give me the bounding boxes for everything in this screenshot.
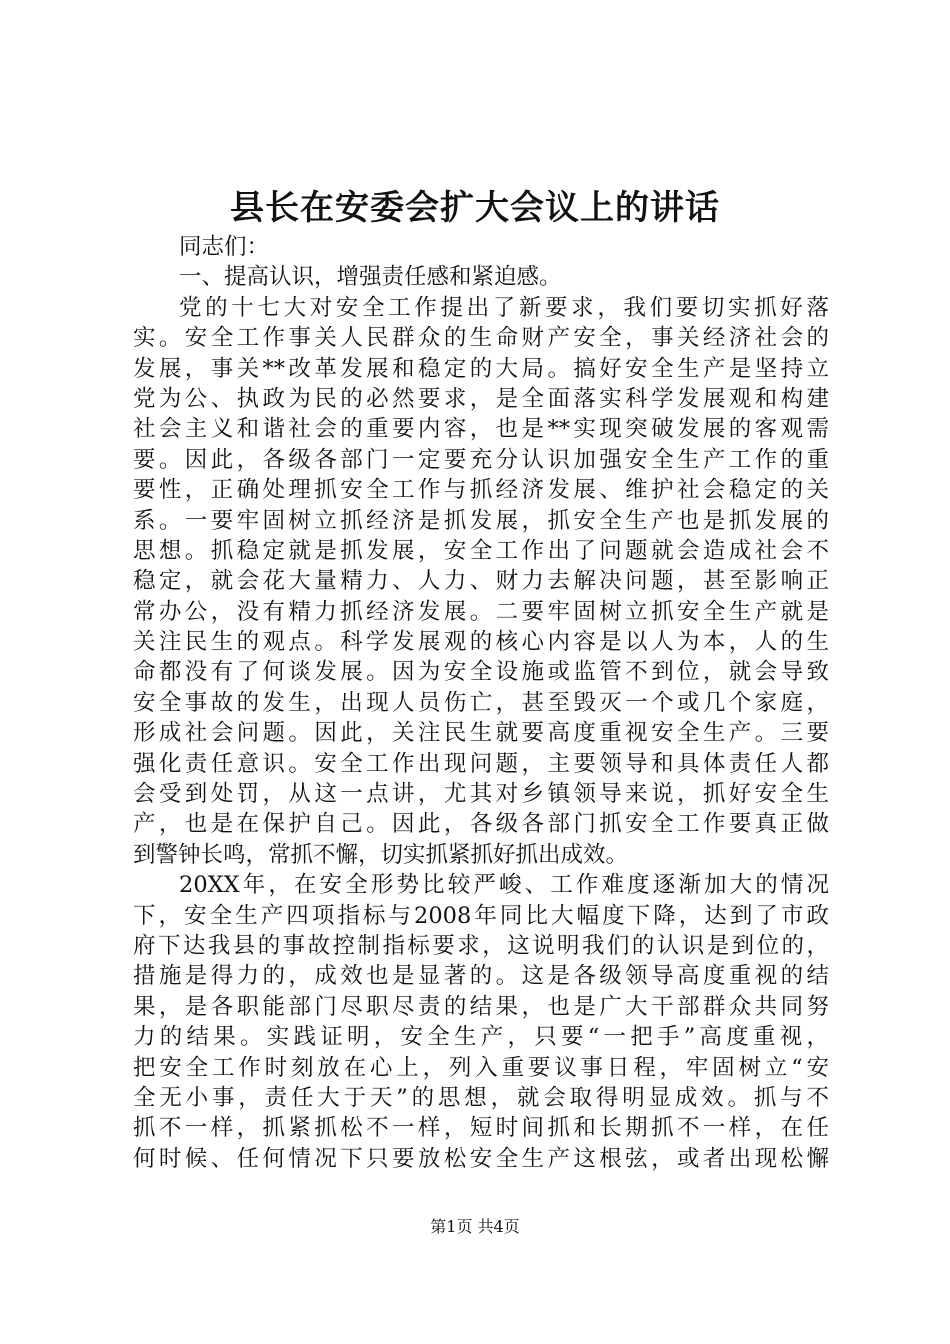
text-line: 社会主义和谐社会的重要内容，也是**实现突破发展的客观需 [133,416,829,443]
text-line: 形成社会问题。因此，关注民生就要高度重视安全生产。三要 [133,720,829,747]
document-body [133,232,829,1174]
text-line: 系。一要牢固树立抓经济是抓发展，抓安全生产也是抓发展的 [133,507,829,534]
text-line: 党的十七大对安全工作提出了新要求，我们要切实抓好落 [179,294,829,321]
text-line: 要。因此，各级各部门一定要充分认识加强安全生产工作的重 [133,446,829,473]
text-line: 府下达我县的事故控制指标要求，这说明我们的认识是到位的， [133,932,829,959]
text-line: 党为公、执政为民的必然要求，是全面落实科学发展观和构建 [133,385,829,412]
text-line: 一、提高认识，增强责任感和紧迫感。 [179,264,562,291]
text-line: 何时候、任何情况下只要放松安全生产这根弦，或者出现松懈 [133,1145,829,1172]
text-line: 20XX年，在安全形势比较严峻、工作难度逐渐加大的情况 [179,872,829,899]
text-line: 到警钟长鸣，常抓不懈，切实抓紧抓好抓出成效。 [133,841,629,868]
text-line: 力的结果。实践证明，安全生产，只要“一把手”高度重视， [133,1024,829,1051]
text-line: 安全事故的发生，出现人员伤亡，甚至毁灭一个或几个家庭， [133,689,829,716]
text-line: 实。安全工作事关人民群众的生命财产安全，事关经济社会的 [133,325,829,352]
text-line: 命都没有了何谈发展。因为安全设施或监管不到位，就会导致 [133,659,829,686]
text-line: 发展，事关**改革发展和稳定的大局。搞好安全生产是坚持立 [133,355,829,382]
text-line: 抓不一样，抓紧抓松不一样，短时间抓和长期抓不一样，在任 [133,1115,829,1142]
text-line: 要性，正确处理抓安全工作与抓经济发展、维护社会稳定的关 [133,477,829,504]
text-line: 思想。抓稳定就是抓发展，安全工作出了问题就会造成社会不 [133,537,829,564]
text-line: 下，安全生产四项指标与2008年同比大幅度下降，达到了市政 [133,902,829,929]
text-line: 全无小事，责任大于天”的思想，就会取得明显成效。抓与不 [133,1084,829,1111]
text-line: 强化责任意识。安全工作出现问题，主要领导和具体责任人都 [133,750,829,777]
text-line: 同志们： [179,234,270,260]
text-line: 把安全工作时刻放在心上，列入重要议事日程，牢固树立“安 [133,1054,829,1081]
text-line: 措施是得力的，成效也是显著的。这是各级领导高度重视的结 [133,963,829,990]
page-footer: 第1页 共4页 [430,1217,520,1236]
text-line: 关注民生的观点。科学发展观的核心内容是以人为本，人的生 [133,629,829,656]
text-line: 稳定，就会花大量精力、人力、财力去解决问题，甚至影响正 [133,568,829,595]
text-line: 产，也是在保护自己。因此，各级各部门抓安全工作要真正做 [133,811,829,838]
text-line: 常办公，没有精力抓经济发展。二要牢固树立抓安全生产就是 [133,598,829,625]
document-title: 县长在安委会扩大会议上的讲话 [230,188,720,228]
text-line: 果，是各职能部门尽职尽责的结果，也是广大干部群众共同努 [133,993,829,1020]
text-line: 会受到处罚，从这一点讲，尤其对乡镇领导来说，抓好安全生 [133,781,829,808]
